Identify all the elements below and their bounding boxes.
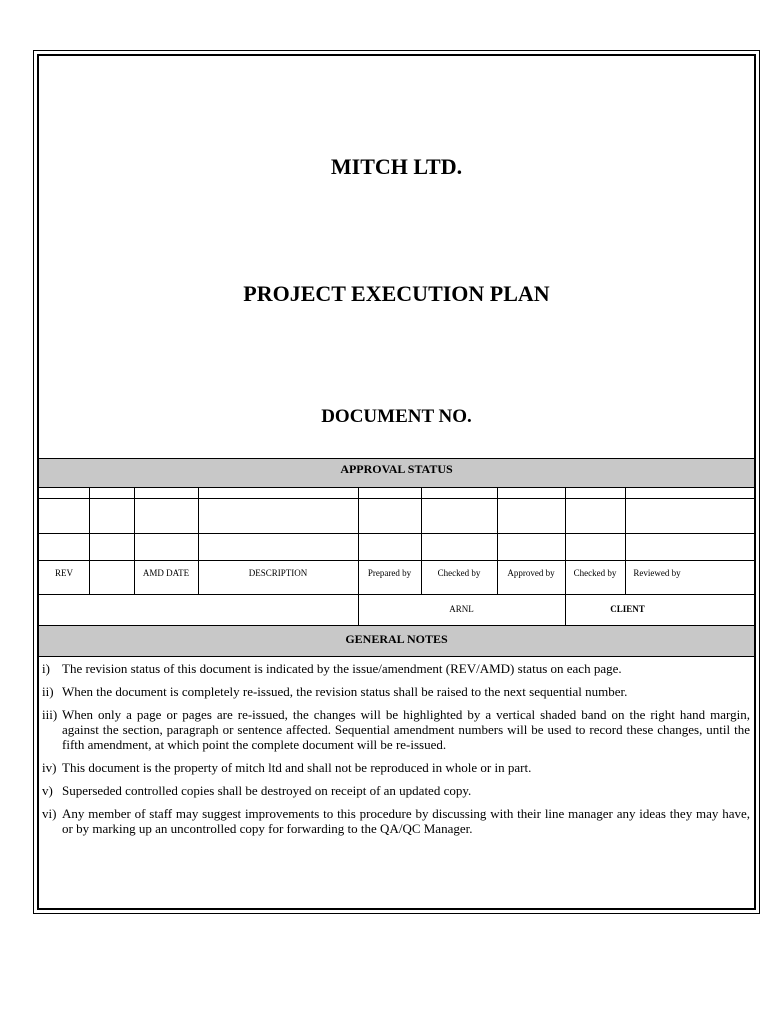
approval-row-divider	[39, 533, 754, 534]
col-header-reviewed-by: Reviewed by	[633, 568, 681, 578]
note-item	[42, 684, 750, 699]
note-text: The revision status of this document is indicated by the issue/amendment (REV/AMD) status on each page.	[62, 661, 622, 676]
approval-status-header: APPROVAL STATUS	[39, 458, 754, 488]
approval-col-divider	[198, 488, 199, 594]
note-item	[42, 806, 750, 836]
note-number: iii)	[42, 707, 58, 722]
col-header-checked-by: Checked by	[437, 568, 481, 578]
company-name: MITCH LTD.	[330, 154, 463, 179]
document-number-label: DOCUMENT NO.	[321, 406, 472, 427]
general-notes-header: GENERAL NOTES	[39, 625, 754, 657]
note-text: When only a page or pages are re-issued, the changes will be highlighted by a vertical shaded band on the right hand margin, against the section, paragraph or sentence affected. Sequential amendment numbers will be used to record these changes, until the fifth amendment, at which point the complete document will be re-issued.	[62, 707, 750, 752]
document-title: PROJECT EXECUTION PLAN	[243, 281, 550, 306]
note-item	[42, 783, 750, 798]
col-header-rev: REV	[55, 568, 73, 578]
signatory-client: CLIENT	[610, 604, 645, 614]
col-header-amd-date: AMD DATE	[142, 568, 190, 578]
col-header-checked-by-client: Checked by	[573, 568, 617, 578]
note-number: i)	[42, 661, 50, 676]
col-header-description: DESCRIPTION	[248, 568, 308, 578]
approval-row-divider	[39, 498, 754, 499]
note-number: vi)	[42, 806, 57, 821]
note-item	[42, 707, 750, 752]
note-text: Superseded controlled copies shall be destroyed on receipt of an updated copy.	[62, 783, 472, 798]
col-header-prepared-by: Prepared by	[367, 568, 412, 578]
approval-col-divider	[89, 488, 90, 594]
approval-row-divider	[39, 594, 754, 595]
approval-col-divider	[497, 488, 498, 594]
note-item	[42, 760, 750, 775]
signatory-arnl: ARNL	[449, 604, 474, 614]
note-text: This document is the property of mitch ltd and shall not be reproduced in whole or in part.	[62, 760, 532, 775]
approval-row-divider	[39, 560, 754, 561]
note-number: iv)	[42, 760, 57, 775]
general-notes-list	[42, 661, 750, 844]
approval-col-divider	[421, 488, 422, 594]
note-number: ii)	[42, 684, 54, 699]
note-item	[42, 661, 750, 676]
note-text: When the document is completely re-issued, the revision status shall be raised to the next sequential number.	[62, 684, 628, 699]
note-text: Any member of staff may suggest improvements to this procedure by discussing with their line manager any ideas they may have, or by marking up an uncontrolled copy for forwarding to the QA/QC Manager.	[62, 806, 750, 836]
col-header-approved-by: Approved by	[507, 568, 555, 578]
approval-col-divider	[625, 488, 626, 594]
note-number: v)	[42, 783, 53, 798]
approval-col-divider	[134, 488, 135, 594]
